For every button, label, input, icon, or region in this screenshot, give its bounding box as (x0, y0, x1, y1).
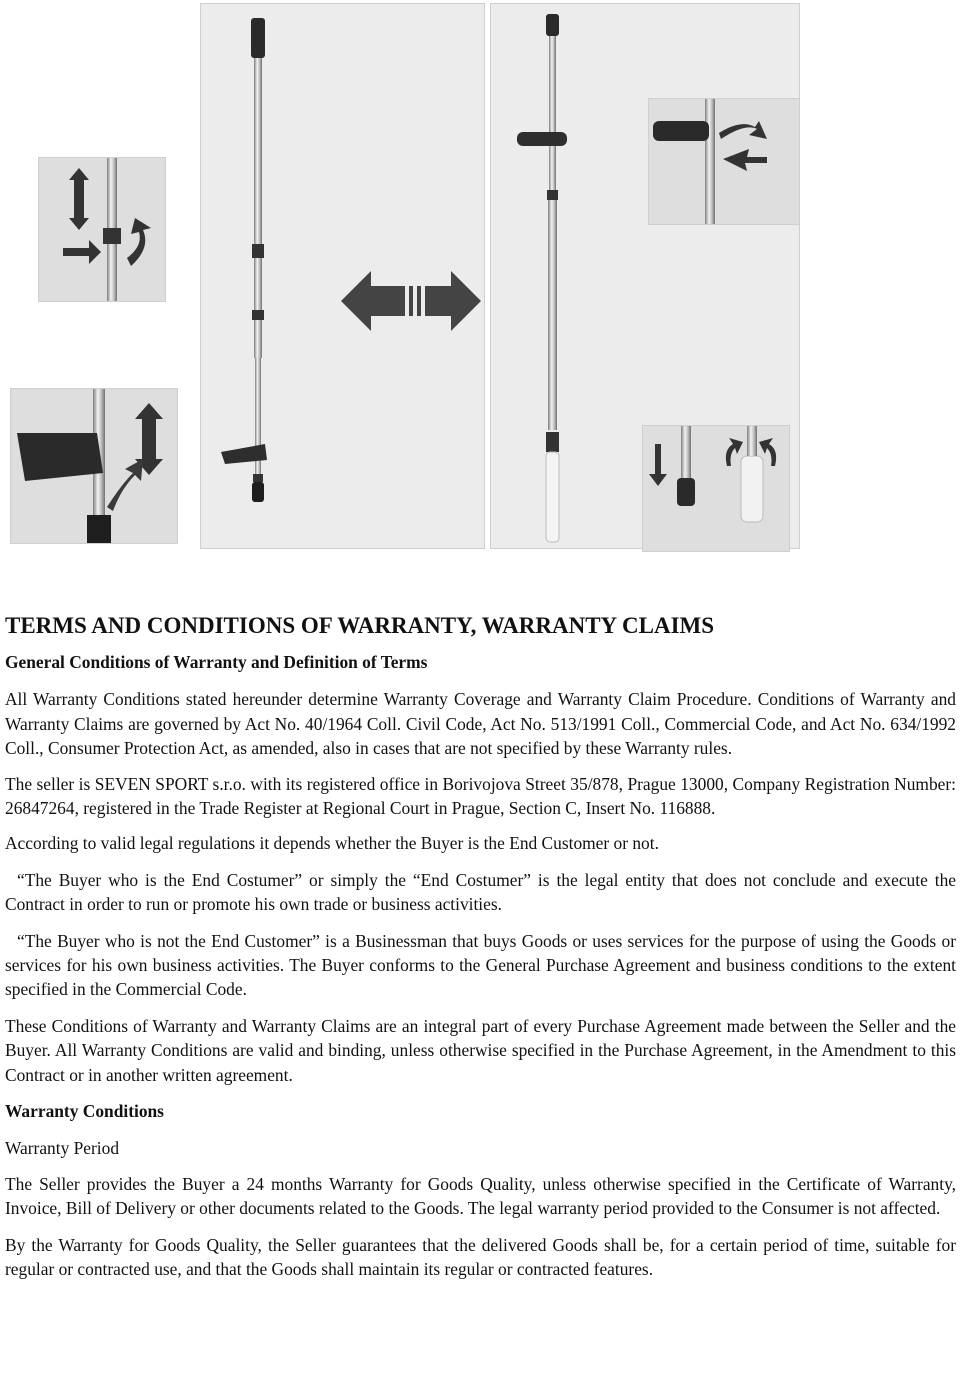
detail-tip-adjust (642, 425, 790, 552)
paragraph-end-customer: “The Buyer who is the End Costumer” or simply the “End Costumer” is the legal entity that does not conclude and execute the Contract in order to run or promote his own trade or business activities. (5, 869, 956, 915)
arrow-right-icon (63, 240, 101, 264)
paragraph-warranty-quality: By the Warranty for Goods Quality, the Seller guarantees that the delivered Goods shall be, for a certain period of time, suitable for regular or contracted use, and that the Goods shall maintain its regular or contracted features. (5, 1234, 956, 1280)
paragraph-integral-part: These Conditions of Warranty and Warranty Claims are an integral part of every Purchase Agreement made between the Seller and the Buyer. All Warranty Conditions are valid and binding, unless otherwise specified in the Purchase Agreement, in the Amendment to this Contract or in another written agreement. (5, 1015, 956, 1085)
document-body (5, 612, 956, 1282)
subheading-warranty-period: Warranty Period (5, 1137, 120, 1158)
curved-arrow-icon (107, 459, 143, 511)
rotate-arrow-icon (726, 438, 743, 466)
document-title: TERMS AND CONDITIONS OF WARRANTY, WARRANTY CLAIMS (5, 613, 715, 638)
section-heading-general: General Conditions of Warranty and Definition of Terms (5, 652, 428, 672)
paragraph-buyer-type: According to valid legal regulations it depends whether the Buyer is the End Customer or not. (5, 833, 659, 854)
up-down-arrow-icon (69, 168, 89, 230)
down-arrow-icon (649, 444, 667, 486)
double-arrow-icon (341, 266, 481, 336)
rotate-arrow-icon (127, 218, 151, 266)
paragraph-warranty-period: The Seller provides the Buyer a 24 months Warranty for Goods Quality, unless otherwise specified in the Certificate of Warranty, Invoice, Bill of Delivery or other documents related to the Goods. The legal warranty period provided to the Consumer is not affected. (5, 1173, 956, 1219)
paragraph-legal-basis: All Warranty Conditions stated hereunder determine Warranty Coverage and Warranty Claim Procedure. Conditions of Warranty and Warranty Claims are governed by Act No. 40/1964 Coll. Civil Code, Act No. 513/1991 Coll., Commercial Code, and Act No. 634/1992 Coll., Consumer Protection Act, as amended, also in cases that are not specified by these Warranty rules. (5, 689, 956, 759)
detail-handle-adjust (10, 388, 178, 544)
detail-height-adjust (38, 157, 166, 302)
paragraph-businessman: “The Buyer who is not the End Customer” is a Businessman that buys Goods or uses services for the purpose of using the Goods or services for his own business activities. The Buyer conforms to the General Purchase Agreement and business conditions to the extent specified in the Commercial Code. (5, 930, 956, 1000)
section-heading-warranty-conditions: Warranty Conditions (5, 1101, 164, 1122)
detail-grip-adjust (648, 98, 800, 225)
paragraph-seller: The seller is SEVEN SPORT s.r.o. with its registered office in Borivojova Street 35/878, Prague 13000, Company Registration Number: 26847264, registered in the Trade Register at Regional Court in Prague, Section C, Insert No. 116888. (5, 773, 956, 819)
crutch-image-short (200, 3, 485, 549)
rotate-arrow-icon (719, 121, 767, 139)
